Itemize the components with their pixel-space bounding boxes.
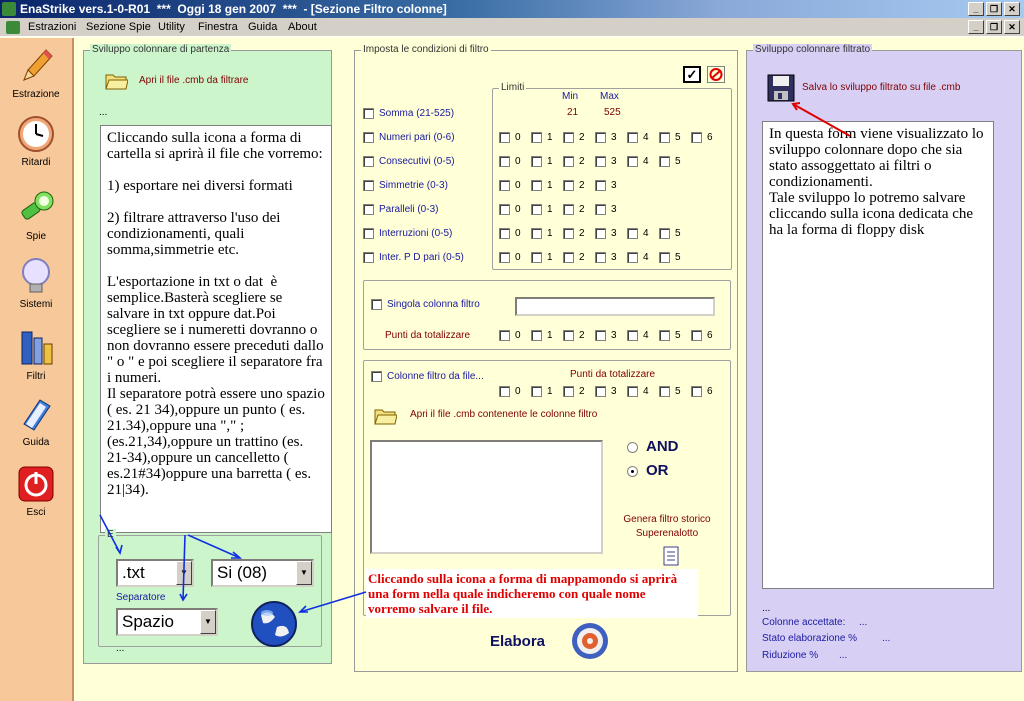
- points-option-checkbox[interactable]: [499, 330, 510, 341]
- condition-option-checkbox[interactable]: [563, 204, 574, 215]
- points-option-label: 4: [643, 386, 649, 397]
- single-column-input[interactable]: [515, 297, 715, 316]
- condition-label: Somma (21-525): [379, 108, 455, 119]
- check-all-button[interactable]: ✓: [683, 66, 701, 83]
- points-option-label: 5: [675, 386, 681, 397]
- left-panel-title: Sviluppo colonnare di partenza: [92, 44, 230, 55]
- condition-option-checkbox[interactable]: [563, 228, 574, 239]
- mdi-controls: [968, 20, 1020, 34]
- left-info-text: Cliccando sulla icona a forma di cartella si aprirà il file che vorremo: 1) esportare nei diversi formati 2) filtrare attraverso l'uso dei condizionamenti, quali somma,simmetrie etc. L'esportazione in txt o dat è semplice.Basterà scegliere se salvare in txt oppure dat.Poi scegliere se i numeretti dovranno o non dovranno essere preceduti dallo " o " e poi scegliere il separatore fra i numeri. Il separatore potrà essere uno spazio ( es. 21 34),oppure un punto ( es. 21.34),oppure una "," ; (es.21,34),oppure un trattino (es. 21-34),oppure un cancelletto ( es.21#34)oppure una barretta ( es. 21|34).: [100, 125, 332, 533]
- condition-option-label: 3: [611, 228, 617, 239]
- app-icon: [2, 2, 16, 16]
- sidebar-item-ritardi[interactable]: [0, 114, 72, 168]
- condition-option-label: 4: [643, 132, 649, 143]
- export-group-title: E: [107, 529, 114, 540]
- or-label: OR: [646, 462, 669, 479]
- globe-annotation: Cliccando sulla icona a forma di mappamondo si aprirà una form nella quale indicheremo con quale nome vorremo salvare il file.: [366, 569, 698, 618]
- condition-option-label: 5: [675, 228, 681, 239]
- condition-option-checkbox[interactable]: [595, 228, 606, 239]
- condition-option-checkbox[interactable]: [499, 204, 510, 215]
- quote-value: Si (08): [217, 563, 268, 582]
- max-label: Max: [600, 91, 619, 102]
- clear-all-button[interactable]: [707, 66, 725, 83]
- condition-option-checkbox[interactable]: [659, 252, 670, 263]
- generate-filter-label[interactable]: Genera filtro storico Superenalotto: [623, 514, 711, 539]
- no-icon: [708, 67, 724, 82]
- sidebar-label-ritardi: Ritardi: [21, 157, 51, 168]
- condition-option-label: 4: [643, 156, 649, 167]
- book-icon: [16, 394, 56, 434]
- menu-sezione-spie[interactable]: Sezione Spie: [86, 21, 151, 33]
- points-option-label: 2: [579, 330, 585, 341]
- condition-option-label: 5: [675, 156, 681, 167]
- condition-option-label: 2: [579, 156, 585, 167]
- floppy-disk-icon[interactable]: [766, 73, 796, 103]
- column-file-label: Colonne filtro da file...: [387, 371, 484, 382]
- points-option-label: 0: [515, 386, 521, 397]
- open-columns-label[interactable]: Apri il file .cmb contenente le colonne filtro: [410, 409, 598, 420]
- document-icon: [6, 21, 20, 34]
- points-option-checkbox[interactable]: [691, 330, 702, 341]
- right-panel: [746, 44, 1022, 672]
- condition-checkbox[interactable]: [363, 228, 374, 239]
- condition-option-label: 0: [515, 204, 521, 215]
- menu-finestra[interactable]: Finestra: [198, 21, 238, 33]
- folder-icon[interactable]: [373, 404, 397, 426]
- condition-option-label: 1: [547, 228, 553, 239]
- condition-option-label: 3: [611, 204, 617, 215]
- reduction-value: ...: [839, 650, 848, 661]
- condition-label: Consecutivi (0-5): [379, 156, 455, 167]
- close-button[interactable]: ✕: [1004, 2, 1020, 16]
- condition-option-label: 2: [579, 132, 585, 143]
- points-label: Punti da totalizzare: [385, 330, 471, 341]
- condition-option-label: 2: [579, 252, 585, 263]
- left-panel: [83, 44, 332, 664]
- points-option-label: 5: [675, 330, 681, 341]
- document-icon[interactable]: [660, 545, 682, 567]
- condition-label: Paralleli (0-3): [379, 204, 439, 215]
- menu-estrazioni[interactable]: Estrazioni: [28, 21, 77, 33]
- right-info-text: In questa form viene visualizzato lo sviluppo colonnare dopo che sia stato assoggettato ai filtri o condizionamenti. Tale sviluppo lo potremo salvare cliccando sulla icona dedicata che ha la forma di floppy disk: [762, 121, 994, 589]
- export-status-label: ...: [116, 643, 125, 654]
- condition-option-label: 2: [579, 228, 585, 239]
- sidebar-item-guida[interactable]: [0, 394, 72, 448]
- condition-option-label: 4: [643, 252, 649, 263]
- sidebar-label-esci: Esci: [26, 507, 46, 518]
- extension-value: .txt: [122, 563, 145, 582]
- sidebar-item-esci[interactable]: [0, 464, 72, 518]
- condition-option-label: 5: [675, 252, 681, 263]
- points-option-label: 1: [547, 330, 553, 341]
- condition-checkbox[interactable]: [363, 156, 374, 167]
- points-option-checkbox[interactable]: [627, 330, 638, 341]
- single-column-label: Singola colonna filtro: [387, 299, 480, 310]
- condition-option-label: 3: [611, 132, 617, 143]
- points-option-label: 3: [611, 330, 617, 341]
- points-option-label: 6: [707, 330, 713, 341]
- condition-option-checkbox[interactable]: [499, 252, 510, 263]
- open-file-label[interactable]: Apri il file .cmb da filtrare: [139, 75, 249, 86]
- points-option-label: 3: [611, 386, 617, 397]
- status-label: Stato elaborazione %: [762, 633, 858, 644]
- condition-option-checkbox[interactable]: [659, 132, 670, 143]
- condition-option-checkbox[interactable]: [531, 156, 542, 167]
- condition-option-checkbox[interactable]: [595, 156, 606, 167]
- column-file-checkbox[interactable]: [371, 371, 382, 382]
- condition-option-label: 1: [547, 156, 553, 167]
- menu-about[interactable]: About: [288, 21, 317, 33]
- single-column-checkbox[interactable]: [371, 299, 382, 310]
- sidebar: [0, 38, 74, 701]
- points-option-label: 1: [547, 386, 553, 397]
- points-option-checkbox[interactable]: [691, 386, 702, 397]
- points-option-checkbox[interactable]: [531, 330, 542, 341]
- columns-textarea[interactable]: [370, 440, 603, 554]
- save-filtered-label[interactable]: Salva lo sviluppo filtrato su file .cmb: [802, 82, 961, 93]
- condition-option-label: 0: [515, 252, 521, 263]
- accepted-value: ...: [859, 617, 868, 628]
- points-option-checkbox[interactable]: [659, 330, 670, 341]
- condition-option-checkbox[interactable]: [627, 228, 638, 239]
- points-label-2: Punti da totalizzare: [570, 369, 656, 380]
- sidebar-item-filtri[interactable]: [0, 328, 72, 382]
- sidebar-item-spie[interactable]: [0, 188, 72, 242]
- menu-guida[interactable]: Guida: [248, 21, 278, 33]
- limits-title: Limiti: [501, 82, 525, 93]
- points-option-label: 2: [579, 386, 585, 397]
- condition-checkbox[interactable]: [363, 180, 374, 191]
- maximize-button[interactable]: ❐: [986, 2, 1002, 16]
- condition-option-checkbox[interactable]: [595, 132, 606, 143]
- condition-option-label: 3: [611, 180, 617, 191]
- window-controls: [968, 2, 1020, 16]
- and-radio[interactable]: [627, 442, 638, 453]
- condition-option-checkbox[interactable]: [531, 204, 542, 215]
- points-option-label: 0: [515, 330, 521, 341]
- condition-option-checkbox[interactable]: [595, 204, 606, 215]
- condition-option-checkbox[interactable]: [659, 228, 670, 239]
- condition-option-label: 0: [515, 156, 521, 167]
- mdi-minimize-button[interactable]: _: [968, 20, 984, 34]
- separator-label: Separatore: [116, 592, 166, 603]
- middle-panel-title: Imposta le condizioni di filtro: [363, 44, 489, 55]
- condition-option-checkbox[interactable]: [563, 156, 574, 167]
- points-option-checkbox[interactable]: [563, 330, 574, 341]
- extension-select[interactable]: [116, 559, 194, 587]
- condition-label: Numeri pari (0-6): [379, 132, 455, 143]
- mdi-restore-button[interactable]: ❐: [986, 20, 1002, 34]
- globe-icon[interactable]: [249, 599, 299, 649]
- condition-option-checkbox[interactable]: [499, 180, 510, 191]
- points-option-checkbox[interactable]: [595, 386, 606, 397]
- condition-option-label: 3: [611, 156, 617, 167]
- sidebar-label-spie: Spie: [25, 231, 46, 242]
- condition-option-label: 1: [547, 252, 553, 263]
- condition-label: Simmetrie (0-3): [379, 180, 448, 191]
- condition-option-label: 4: [643, 228, 649, 239]
- condition-label: Inter. P D pari (0-5): [379, 252, 464, 263]
- condition-checkbox[interactable]: [363, 132, 374, 143]
- condition-option-label: 0: [515, 228, 521, 239]
- condition-option-checkbox[interactable]: [563, 180, 574, 191]
- min-label: Min: [562, 91, 579, 102]
- folder-icon[interactable]: [104, 69, 128, 91]
- condition-option-checkbox[interactable]: [691, 132, 702, 143]
- elabora-label[interactable]: Elabora: [490, 633, 546, 650]
- sidebar-label-sistemi: Sistemi: [19, 299, 53, 310]
- flashlight-icon: [16, 188, 56, 228]
- sidebar-item-estrazione[interactable]: [0, 46, 72, 100]
- window-title: EnaStrike vers.1-0-R01 *** Oggi 18 gen 2007 *** - [Sezione Filtro colonne]: [20, 2, 447, 16]
- sidebar-label-filtri: Filtri: [26, 371, 46, 382]
- separator-value: Spazio: [122, 612, 174, 631]
- condition-option-checkbox[interactable]: [531, 252, 542, 263]
- condition-option-label: 1: [547, 180, 553, 191]
- filter-icon: [16, 328, 56, 368]
- status-value: ...: [882, 633, 891, 644]
- target-icon[interactable]: [570, 621, 610, 661]
- points-option-checkbox[interactable]: [595, 330, 606, 341]
- condition-option-checkbox[interactable]: [531, 228, 542, 239]
- points-option-checkbox[interactable]: [563, 386, 574, 397]
- points-option-checkbox[interactable]: [531, 386, 542, 397]
- dropdown-arrow-icon[interactable]: ▼: [296, 561, 312, 585]
- dropdown-arrow-icon[interactable]: ▼: [200, 610, 216, 634]
- condition-option-checkbox[interactable]: [627, 156, 638, 167]
- condition-checkbox[interactable]: [363, 252, 374, 263]
- condition-option-checkbox[interactable]: [563, 132, 574, 143]
- condition-option-checkbox[interactable]: [531, 132, 542, 143]
- condition-option-checkbox[interactable]: [499, 156, 510, 167]
- condition-option-checkbox[interactable]: [499, 132, 510, 143]
- lightbulb-icon: [16, 256, 56, 296]
- condition-option-label: 0: [515, 132, 521, 143]
- condition-option-checkbox[interactable]: [659, 156, 670, 167]
- condition-option-label: 1: [547, 132, 553, 143]
- menu-utility[interactable]: Utility: [158, 21, 185, 33]
- result-path-label: ...: [762, 603, 771, 614]
- power-icon: [16, 464, 56, 504]
- separator-select[interactable]: [116, 608, 218, 636]
- condition-option-label: 5: [675, 132, 681, 143]
- condition-option-checkbox[interactable]: [627, 252, 638, 263]
- minimize-button[interactable]: _: [968, 2, 984, 16]
- accepted-label: Colonne accettate:: [762, 617, 846, 628]
- points-option-label: 6: [707, 386, 713, 397]
- dropdown-arrow-icon[interactable]: ▼: [176, 561, 192, 585]
- condition-option-checkbox[interactable]: [531, 180, 542, 191]
- sidebar-label-guida: Guida: [22, 437, 50, 448]
- condition-option-label: 2: [579, 180, 585, 191]
- condition-option-label: 2: [579, 204, 585, 215]
- condition-checkbox[interactable]: [363, 108, 374, 119]
- condition-option-checkbox[interactable]: [563, 252, 574, 263]
- clock-icon: [16, 114, 56, 154]
- points-option-checkbox[interactable]: [499, 386, 510, 397]
- right-panel-title: Sviluppo colonnare filtrato: [755, 44, 871, 55]
- condition-option-checkbox[interactable]: [595, 252, 606, 263]
- condition-option-label: 6: [707, 132, 713, 143]
- points-option-checkbox[interactable]: [659, 386, 670, 397]
- title-bar: [0, 0, 1024, 18]
- pencil-icon: [16, 46, 56, 86]
- condition-option-label: 3: [611, 252, 617, 263]
- condition-option-label: 0: [515, 180, 521, 191]
- and-label: AND: [646, 438, 679, 455]
- condition-checkbox[interactable]: [363, 204, 374, 215]
- quote-select[interactable]: [211, 559, 314, 587]
- max-value: 525: [604, 107, 621, 118]
- condition-label: Interruzioni (0-5): [379, 228, 453, 239]
- file-path-label: ...: [99, 107, 108, 118]
- menu-bar: [0, 18, 1024, 37]
- mdi-close-button[interactable]: ✕: [1004, 20, 1020, 34]
- condition-option-label: 1: [547, 204, 553, 215]
- sidebar-label-estrazione: Estrazione: [12, 89, 60, 100]
- or-radio[interactable]: [627, 466, 638, 477]
- reduction-label: Riduzione %: [762, 650, 819, 661]
- sidebar-item-sistemi[interactable]: [0, 256, 72, 310]
- points-option-label: 4: [643, 330, 649, 341]
- min-value: 21: [567, 107, 579, 118]
- condition-option-checkbox[interactable]: [595, 180, 606, 191]
- condition-option-checkbox[interactable]: [627, 132, 638, 143]
- points-option-checkbox[interactable]: [627, 386, 638, 397]
- condition-option-checkbox[interactable]: [499, 228, 510, 239]
